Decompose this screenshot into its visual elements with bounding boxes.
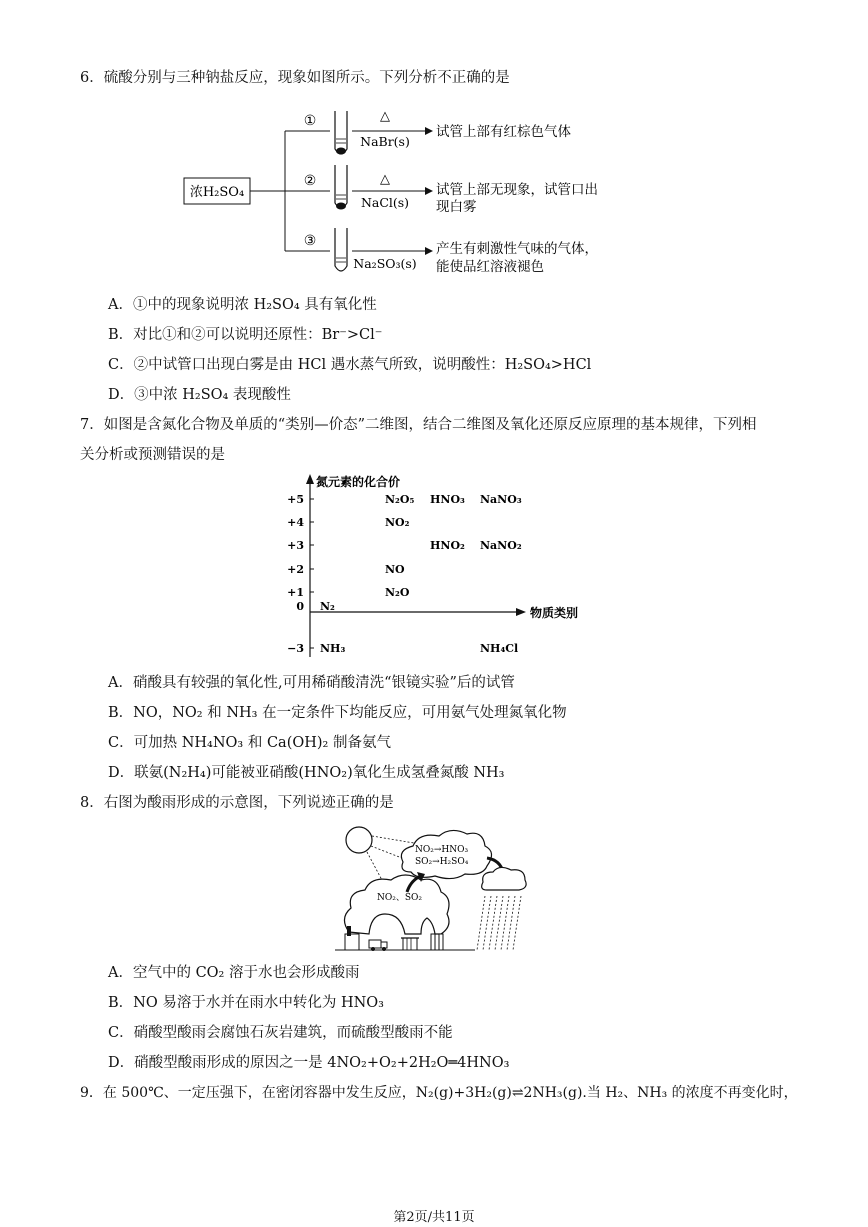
species-label: N₂O₅	[385, 493, 415, 506]
smoke-cloud	[344, 875, 449, 934]
y-axis-label: 氮元素的化合价	[316, 475, 401, 489]
branch-num-1: ①	[303, 113, 317, 129]
truck-icon	[369, 940, 387, 951]
species-label: N₂	[320, 600, 335, 613]
y-tick-label: +2	[287, 563, 304, 576]
reagent-label: 浓H₂SO₄	[189, 185, 245, 200]
species-label: NO₂	[385, 516, 410, 529]
y-tick-label: +5	[287, 493, 304, 506]
salt-2: NaCl(s)	[360, 195, 410, 210]
cloud-text-2: SO₂→H₂SO₄	[415, 857, 469, 867]
building-icon	[401, 938, 419, 950]
q7-option-b: B．NO，NO₂ 和 NH₃ 在一定条件下均能反应，可用氨气处理氮氧化物	[108, 705, 567, 721]
y-tick-label: +1	[287, 586, 304, 599]
species-label: NH₄Cl	[480, 642, 519, 655]
rain-icon	[477, 896, 521, 950]
branch-num-2: ②	[303, 173, 317, 189]
species-label: HNO₃	[430, 493, 465, 506]
salt-1: NaBr(s)	[360, 134, 410, 149]
q8-option-c: C．硝酸型酸雨会腐蚀石灰岩建筑，而硫酸型酸雨不能	[108, 1025, 453, 1041]
q8-acid-rain-figure	[335, 822, 535, 954]
result-2b: 现白雾	[436, 199, 477, 215]
q8-option-a: A．空气中的 CO₂ 溶于水也会形成酸雨	[108, 965, 360, 981]
y-tick-label: +3	[287, 539, 304, 552]
y-tick-label: 0	[296, 600, 304, 613]
q8-stem: 8．右图为酸雨形成的示意图，下列说迹正确的是	[80, 795, 394, 811]
q7-stem-line2: 关分析或预测错误的是	[80, 447, 225, 463]
q6-option-a: A．①中的现象说明浓 H₂SO₄ 具有氧化性	[108, 297, 377, 313]
cond-1: △	[380, 109, 390, 124]
species-label: HNO₂	[430, 539, 465, 552]
species-label: NaNO₃	[480, 493, 522, 506]
x-axis-label: 物质类别	[530, 606, 579, 620]
q6-option-d: D．③中浓 H₂SO₄ 表现酸性	[108, 387, 291, 403]
y-tick-label: −3	[287, 642, 304, 655]
test-tube-1	[335, 111, 347, 155]
q6-stem: 6．硫酸分别与三种钠盐反应，现象如图所示。下列分析不正确的是	[80, 70, 510, 86]
test-tube-2	[335, 165, 347, 210]
sun-icon	[346, 827, 372, 853]
q8-option-b: B．NO 易溶于水并在雨水中转化为 HNO₃	[108, 995, 384, 1011]
q7-option-a: A．硝酸具有较强的氧化性,可用稀硝酸清洗“银镜实验”后的试管	[108, 675, 515, 691]
q6-option-b: B．对比①和②可以说明还原性：Br⁻>Cl⁻	[108, 327, 383, 343]
species-labels	[320, 493, 522, 655]
q7-valence-chart	[280, 472, 590, 662]
result-2a: 试管上部无现象，试管口出	[436, 182, 598, 198]
branch-num-3: ③	[303, 233, 317, 249]
result-3a: 产生有刺激性气味的气体，	[436, 241, 598, 257]
species-label: NO	[385, 563, 405, 576]
species-label: N₂O	[385, 586, 410, 599]
species-label: NaNO₂	[480, 539, 522, 552]
q9-stem: 9．在 500℃、一定压强下，在密闭容器中发生反应，N₂(g)+3H₂(g)⇌2NH₃(g).当 H₂、NH₃ 的浓度不再变化时，	[80, 1085, 798, 1101]
q7-stem-line1: 7．如图是含氮化合物及单质的“类别—价态”二维图，结合二维图及氧化还原反应原理的基本规律，下列相	[80, 417, 757, 433]
test-tube-3	[335, 228, 347, 271]
q6-diagram	[180, 103, 620, 283]
q7-option-d: D．联氨(N₂H₄)可能被亚硝酸(HNO₂)氧化生成氢叠氮酸 NH₃	[108, 765, 505, 781]
q7-option-c: C．可加热 NH₄NO₃ 和 Ca(OH)₂ 制备氨气	[108, 735, 391, 751]
species-label: NH₃	[320, 642, 346, 655]
smoke-text: NO₂、SO₂	[377, 893, 423, 903]
salt-3: Na₂SO₃(s)	[353, 256, 417, 271]
rain-cloud	[482, 867, 526, 890]
cond-2: △	[380, 172, 390, 187]
q6-option-c: C．②中试管口出现白雾是由 HCl 遇水蒸气所致，说明酸性：H₂SO₄>HCl	[108, 357, 592, 373]
q8-option-d: D．硝酸型酸雨形成的原因之一是 4NO₂+O₂+2H₂O═4HNO₃	[108, 1055, 510, 1071]
page-number: 第2页/共11页	[393, 1210, 475, 1225]
result-3b: 能使品红溶液褪色	[436, 259, 544, 275]
result-1a: 试管上部有红棕色气体	[436, 124, 571, 140]
cloud-text-1: NO₂→HNO₃	[415, 845, 469, 855]
y-tick-label: +4	[287, 516, 304, 529]
